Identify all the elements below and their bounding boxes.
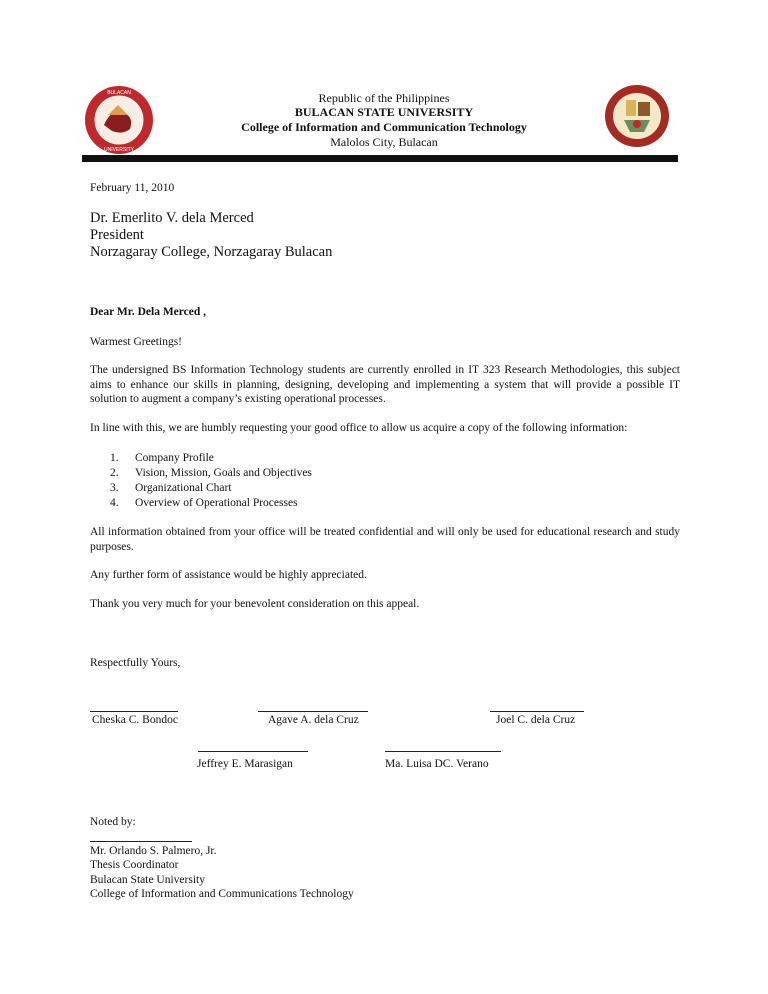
signature-line bbox=[90, 841, 192, 842]
closing: Respectfully Yours, bbox=[90, 657, 181, 669]
signatory-name: Cheska C. Bondoc bbox=[92, 714, 178, 726]
body-paragraph-5: Thank you very much for your benevolent consideration on this appeal. bbox=[90, 598, 420, 610]
recipient-name: Dr. Emerlito V. dela Merced bbox=[90, 210, 254, 226]
letterhead-university: BULACAN STATE UNIVERSITY bbox=[294, 105, 474, 119]
requested-items-list bbox=[90, 451, 312, 511]
list-item bbox=[90, 496, 312, 511]
list-item-number: 3. bbox=[110, 482, 119, 494]
signatory-name: Joel C. dela Cruz bbox=[496, 714, 576, 726]
body-paragraph-4: Any further form of assistance would be highly appreciated. bbox=[90, 569, 367, 581]
noted-college: College of Information and Communications Technology bbox=[90, 888, 354, 900]
list-item-number: 1. bbox=[110, 452, 119, 464]
letterhead-college: College of Information and Communication Technology bbox=[241, 120, 527, 134]
signature-line bbox=[385, 751, 501, 752]
list-item bbox=[90, 466, 312, 481]
list-item-number: 2. bbox=[110, 467, 119, 479]
signatory-name: Agave A. dela Cruz bbox=[268, 714, 359, 726]
svg-text:BULACAN: BULACAN bbox=[107, 90, 131, 96]
body-paragraph-3: All information obtained from your office will be treated confidential and will only be used for educational research and study purposes. bbox=[90, 526, 680, 553]
list-item bbox=[90, 451, 312, 466]
greeting: Warmest Greetings! bbox=[90, 336, 182, 348]
noted-name: Mr. Orlando S. Palmero, Jr. bbox=[90, 845, 217, 857]
list-item bbox=[90, 481, 312, 496]
list-item-text: Organizational Chart bbox=[135, 482, 232, 494]
letterhead-city: Malolos City, Bulacan bbox=[330, 135, 438, 149]
list-item-number: 4. bbox=[110, 497, 119, 509]
body-paragraph-1: The undersigned BS Information Technology students are currently enrolled in IT 323 Research Methodologies, this subject aims to enhance our skills in planning, designing, developing and implementing a system that will provide a possible IT solution to augment a company’s existing operational processes. bbox=[90, 364, 680, 405]
signature-line bbox=[258, 711, 368, 712]
list-item-text: Company Profile bbox=[135, 452, 214, 464]
salutation: Dear Mr. Dela Merced , bbox=[90, 306, 207, 318]
noted-org: Bulacan State University bbox=[90, 874, 205, 886]
signatory-name: Jeffrey E. Marasigan bbox=[197, 758, 293, 770]
signatory-name: Ma. Luisa DC. Verano bbox=[385, 758, 489, 770]
list-item-text: Overview of Operational Processes bbox=[135, 497, 298, 509]
body-paragraph-2: In line with this, we are humbly requesting your good office to allow us acquire a copy of the following information: bbox=[90, 422, 628, 434]
noted-title: Thesis Coordinator bbox=[90, 859, 179, 871]
recipient-org: Norzagaray College, Norzagaray Bulacan bbox=[90, 244, 333, 260]
signature-line bbox=[490, 711, 584, 712]
letterhead-rule bbox=[82, 155, 678, 162]
letter-date: February 11, 2010 bbox=[90, 182, 175, 194]
list-item-text: Vision, Mission, Goals and Objectives bbox=[135, 467, 312, 479]
recipient-title: President bbox=[90, 227, 144, 243]
noted-by-label: Noted by: bbox=[90, 816, 136, 828]
letterhead-country: Republic of the Philippines bbox=[318, 91, 450, 105]
signature-line bbox=[198, 751, 308, 752]
svg-text:UNIVERSITY: UNIVERSITY bbox=[103, 147, 135, 153]
signature-line bbox=[90, 711, 178, 712]
